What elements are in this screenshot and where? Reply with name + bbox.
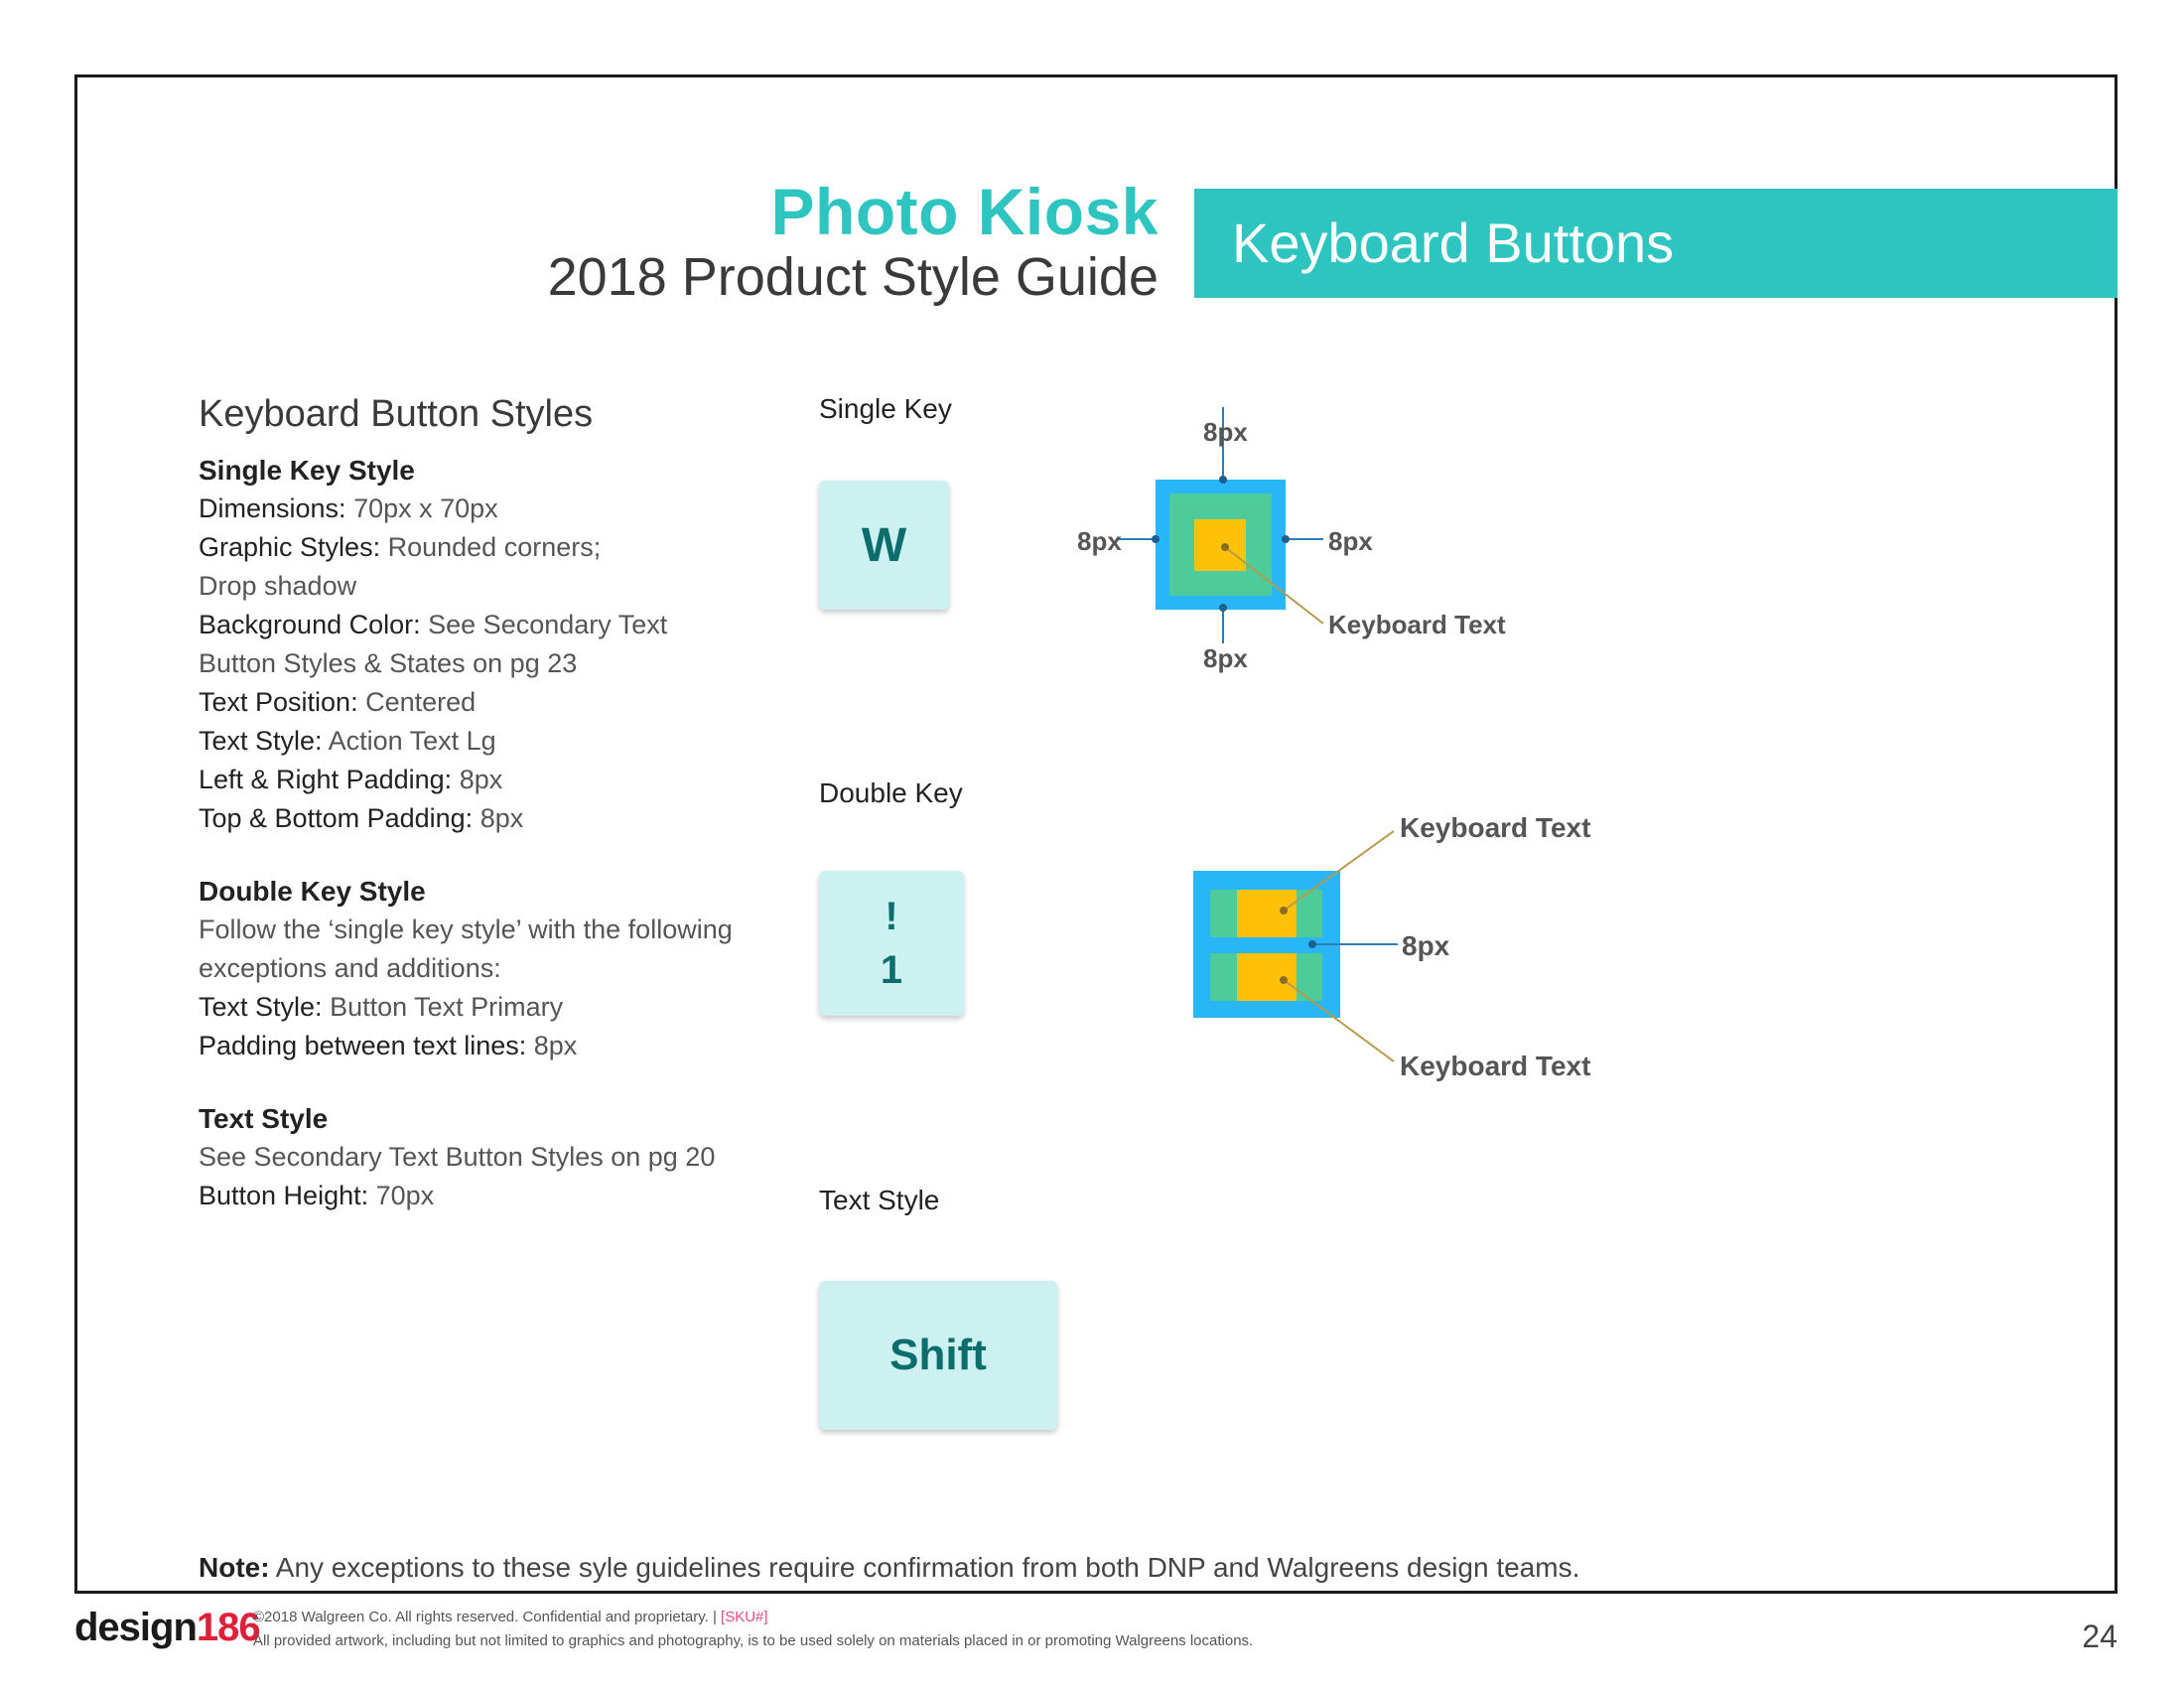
spec-line (199, 606, 794, 644)
spec-value: 70px (375, 1181, 435, 1210)
spec-line (199, 722, 794, 761)
spec-label: Top & Bottom Padding: (199, 803, 474, 833)
spec-label: Padding between text lines: (199, 1031, 527, 1060)
page-title: Photo Kiosk (770, 175, 1159, 248)
spec-value: See Secondary Text (428, 610, 668, 639)
single-key-example (819, 481, 949, 610)
note-text: Any exceptions to these syle guidelines require confirmation from both DNP and Walgreens design teams. (269, 1552, 1580, 1583)
double-key-spec-list (199, 911, 794, 1065)
spec-value: Action Text Lg (328, 726, 496, 756)
spec-value: 8px (459, 765, 503, 794)
spec-label: Left & Right Padding: (199, 765, 453, 794)
footer-copyright: ©2018 Walgreen Co. All rights reserved. Confidential and proprietary. | (253, 1609, 722, 1625)
spec-value: 8px (533, 1031, 578, 1060)
specs-heading: Keyboard Button Styles (199, 393, 594, 435)
spec-line (199, 1177, 794, 1215)
style-specs (199, 389, 794, 1215)
section-banner (1194, 189, 2117, 298)
spec-label: Graphic Styles: (199, 532, 381, 562)
footer-sku: [SKU#] (721, 1609, 768, 1625)
text-style-label: Text Style (819, 1185, 940, 1215)
double-key-label: Double Key (819, 777, 963, 808)
text-key-label: Shift (889, 1331, 987, 1379)
spec-label: Background Color: (199, 610, 421, 639)
page-subtitle: 2018 Product Style Guide (547, 247, 1159, 307)
spec-line (199, 761, 794, 799)
banner-title: Keyboard Buttons (1232, 211, 1675, 274)
spec-value: exceptions and additions: (199, 953, 501, 983)
spec-label: Button Height: (199, 1181, 369, 1210)
text-style-title: Text Style (199, 1103, 329, 1134)
spec-line (199, 567, 794, 606)
footer-legal (253, 1606, 1253, 1653)
spec-value: Centered (365, 687, 477, 717)
single-key-label: Single Key (819, 393, 952, 424)
spec-value: Drop shadow (199, 571, 357, 601)
note-label: Note: (199, 1552, 270, 1583)
spec-line (199, 911, 794, 949)
spec-line (199, 644, 794, 683)
single-diagram-bottom-padding-label: 8px (1203, 643, 1248, 673)
spec-line (199, 1027, 794, 1065)
page-number: 24 (2082, 1618, 2117, 1654)
single-diagram-right-padding-label: 8px (1328, 526, 1373, 556)
design186-logo: design186 (74, 1606, 260, 1649)
single-key-style-title: Single Key Style (199, 455, 415, 486)
text-key-example (819, 1281, 1057, 1430)
spec-label: Text Position: (199, 687, 358, 717)
single-key-glyph: W (861, 518, 907, 572)
spec-line (199, 490, 794, 528)
spec-value: 8px (479, 803, 524, 833)
spec-value: Button Styles & States on pg 23 (199, 648, 578, 678)
double-key-bottom-glyph: 1 (880, 948, 903, 992)
spec-value: 70px x 70px (353, 493, 498, 523)
text-style-spec-list (199, 1138, 794, 1215)
double-diagram-gap-label: 8px (1402, 930, 1450, 961)
footer-disclaimer: All provided artwork, including but not limited to graphics and photography, is to be used solely on materials placed in or promoting Walgreens locations. (253, 1632, 1254, 1649)
spec-value: Follow the ‘single key style’ with the following (199, 914, 733, 944)
exceptions-note (199, 1552, 1579, 1584)
double-diagram-bottom-text-label: Keyboard Text (1400, 1051, 1591, 1081)
spec-label: Text Style: (199, 726, 323, 756)
spec-line (199, 988, 794, 1027)
single-key-spec-list (199, 490, 794, 838)
single-diagram-left-padding-label: 8px (1077, 526, 1122, 556)
spec-label: Dimensions: (199, 493, 346, 523)
spec-value: Button Text Primary (330, 992, 564, 1022)
spec-value: Rounded corners; (387, 532, 602, 562)
double-key-top-glyph: ! (885, 895, 898, 938)
single-diagram-top-padding-label: 8px (1203, 417, 1248, 447)
spec-line (199, 799, 794, 838)
double-key-style-title: Double Key Style (199, 876, 426, 907)
double-diagram-top-text-label: Keyboard Text (1400, 812, 1591, 843)
spec-label: Text Style: (199, 992, 323, 1022)
spec-line (199, 528, 794, 567)
spec-value: See Secondary Text Button Styles on pg 20 (199, 1142, 716, 1172)
spec-line (199, 949, 794, 988)
spec-line (199, 683, 794, 722)
single-diagram-text-label: Keyboard Text (1328, 610, 1506, 639)
spec-line (199, 1138, 794, 1177)
double-key-example (819, 871, 964, 1016)
